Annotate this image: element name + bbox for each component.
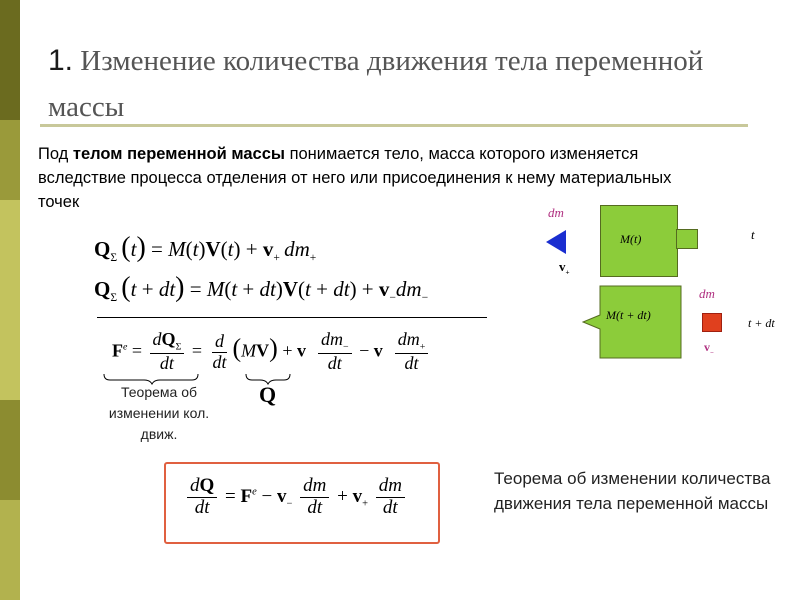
separator-line bbox=[97, 317, 487, 318]
diagram-v-plus-label: $v_+$ bbox=[559, 259, 570, 277]
title-text: Изменение количества движения тела переменной массы bbox=[48, 45, 704, 123]
diagram-time-t-dt-label: t + dt bbox=[748, 316, 775, 330]
diagram-v-minus-label: $v_-$ bbox=[704, 340, 714, 357]
red-particle-square bbox=[702, 313, 722, 332]
theorem-small-caption: Теорема об изменении кол. движ. bbox=[108, 384, 210, 442]
underbrace-q-label: Q bbox=[259, 382, 277, 407]
sidebar-stripe bbox=[0, 0, 20, 600]
intro-suffix: понимается тело, масса которого изменяется вследствие процесса отделения от него или присоединения к нему материальных точек bbox=[38, 145, 672, 211]
intro-prefix: Под bbox=[38, 145, 73, 163]
body-bottom-mass-label: M(t + dt) bbox=[606, 308, 651, 322]
equation-final: $\frac{dQ}{dt}$ = $F^e - v_-$ $\frac{dm}{dt}$ + $v_+$ $\frac{dm}{dt}$ bbox=[184, 476, 408, 519]
sidebar-segment bbox=[0, 500, 20, 600]
theorem-final-caption: Теорема об изменении количества движения тела переменной массы bbox=[494, 469, 771, 513]
sidebar-segment bbox=[0, 120, 20, 200]
body-block-top-tab bbox=[676, 229, 698, 249]
slide-title bbox=[48, 38, 768, 130]
body-top-mass-label: M(t) bbox=[620, 232, 642, 246]
title-underline bbox=[40, 124, 748, 127]
sidebar-segment bbox=[0, 400, 20, 500]
diagram-dm-bottom-label: dm bbox=[699, 286, 715, 301]
intro-paragraph bbox=[38, 142, 678, 214]
diagram-dm-top-label: dm bbox=[548, 205, 564, 220]
equation-force: $F^e$ = $\frac{dQ_\Sigma}{dt}$ = $\frac{d}{dt}$ (MV) + v $\frac{dm_-}{dt}$ − v $\frac{dm_+}{dt}$ bbox=[112, 330, 431, 374]
sidebar-segment bbox=[0, 200, 20, 400]
equation-momentum-t-dt: $Q_\Sigma$ $(t + dt) = M(t + dt)V(t + dt) + v_-dm_-$ bbox=[94, 272, 429, 305]
intro-bold-term: телом переменной массы bbox=[72, 145, 285, 163]
diagram-time-t-label: t bbox=[751, 227, 755, 242]
sidebar-segment bbox=[0, 0, 20, 120]
title-number: 1. bbox=[48, 44, 74, 77]
equation-momentum-t: $Q_\Sigma$ $(t) = M(t)V(t) + v_+$ $dm_+$ bbox=[94, 232, 317, 265]
blue-triangle-arrow bbox=[544, 228, 568, 256]
